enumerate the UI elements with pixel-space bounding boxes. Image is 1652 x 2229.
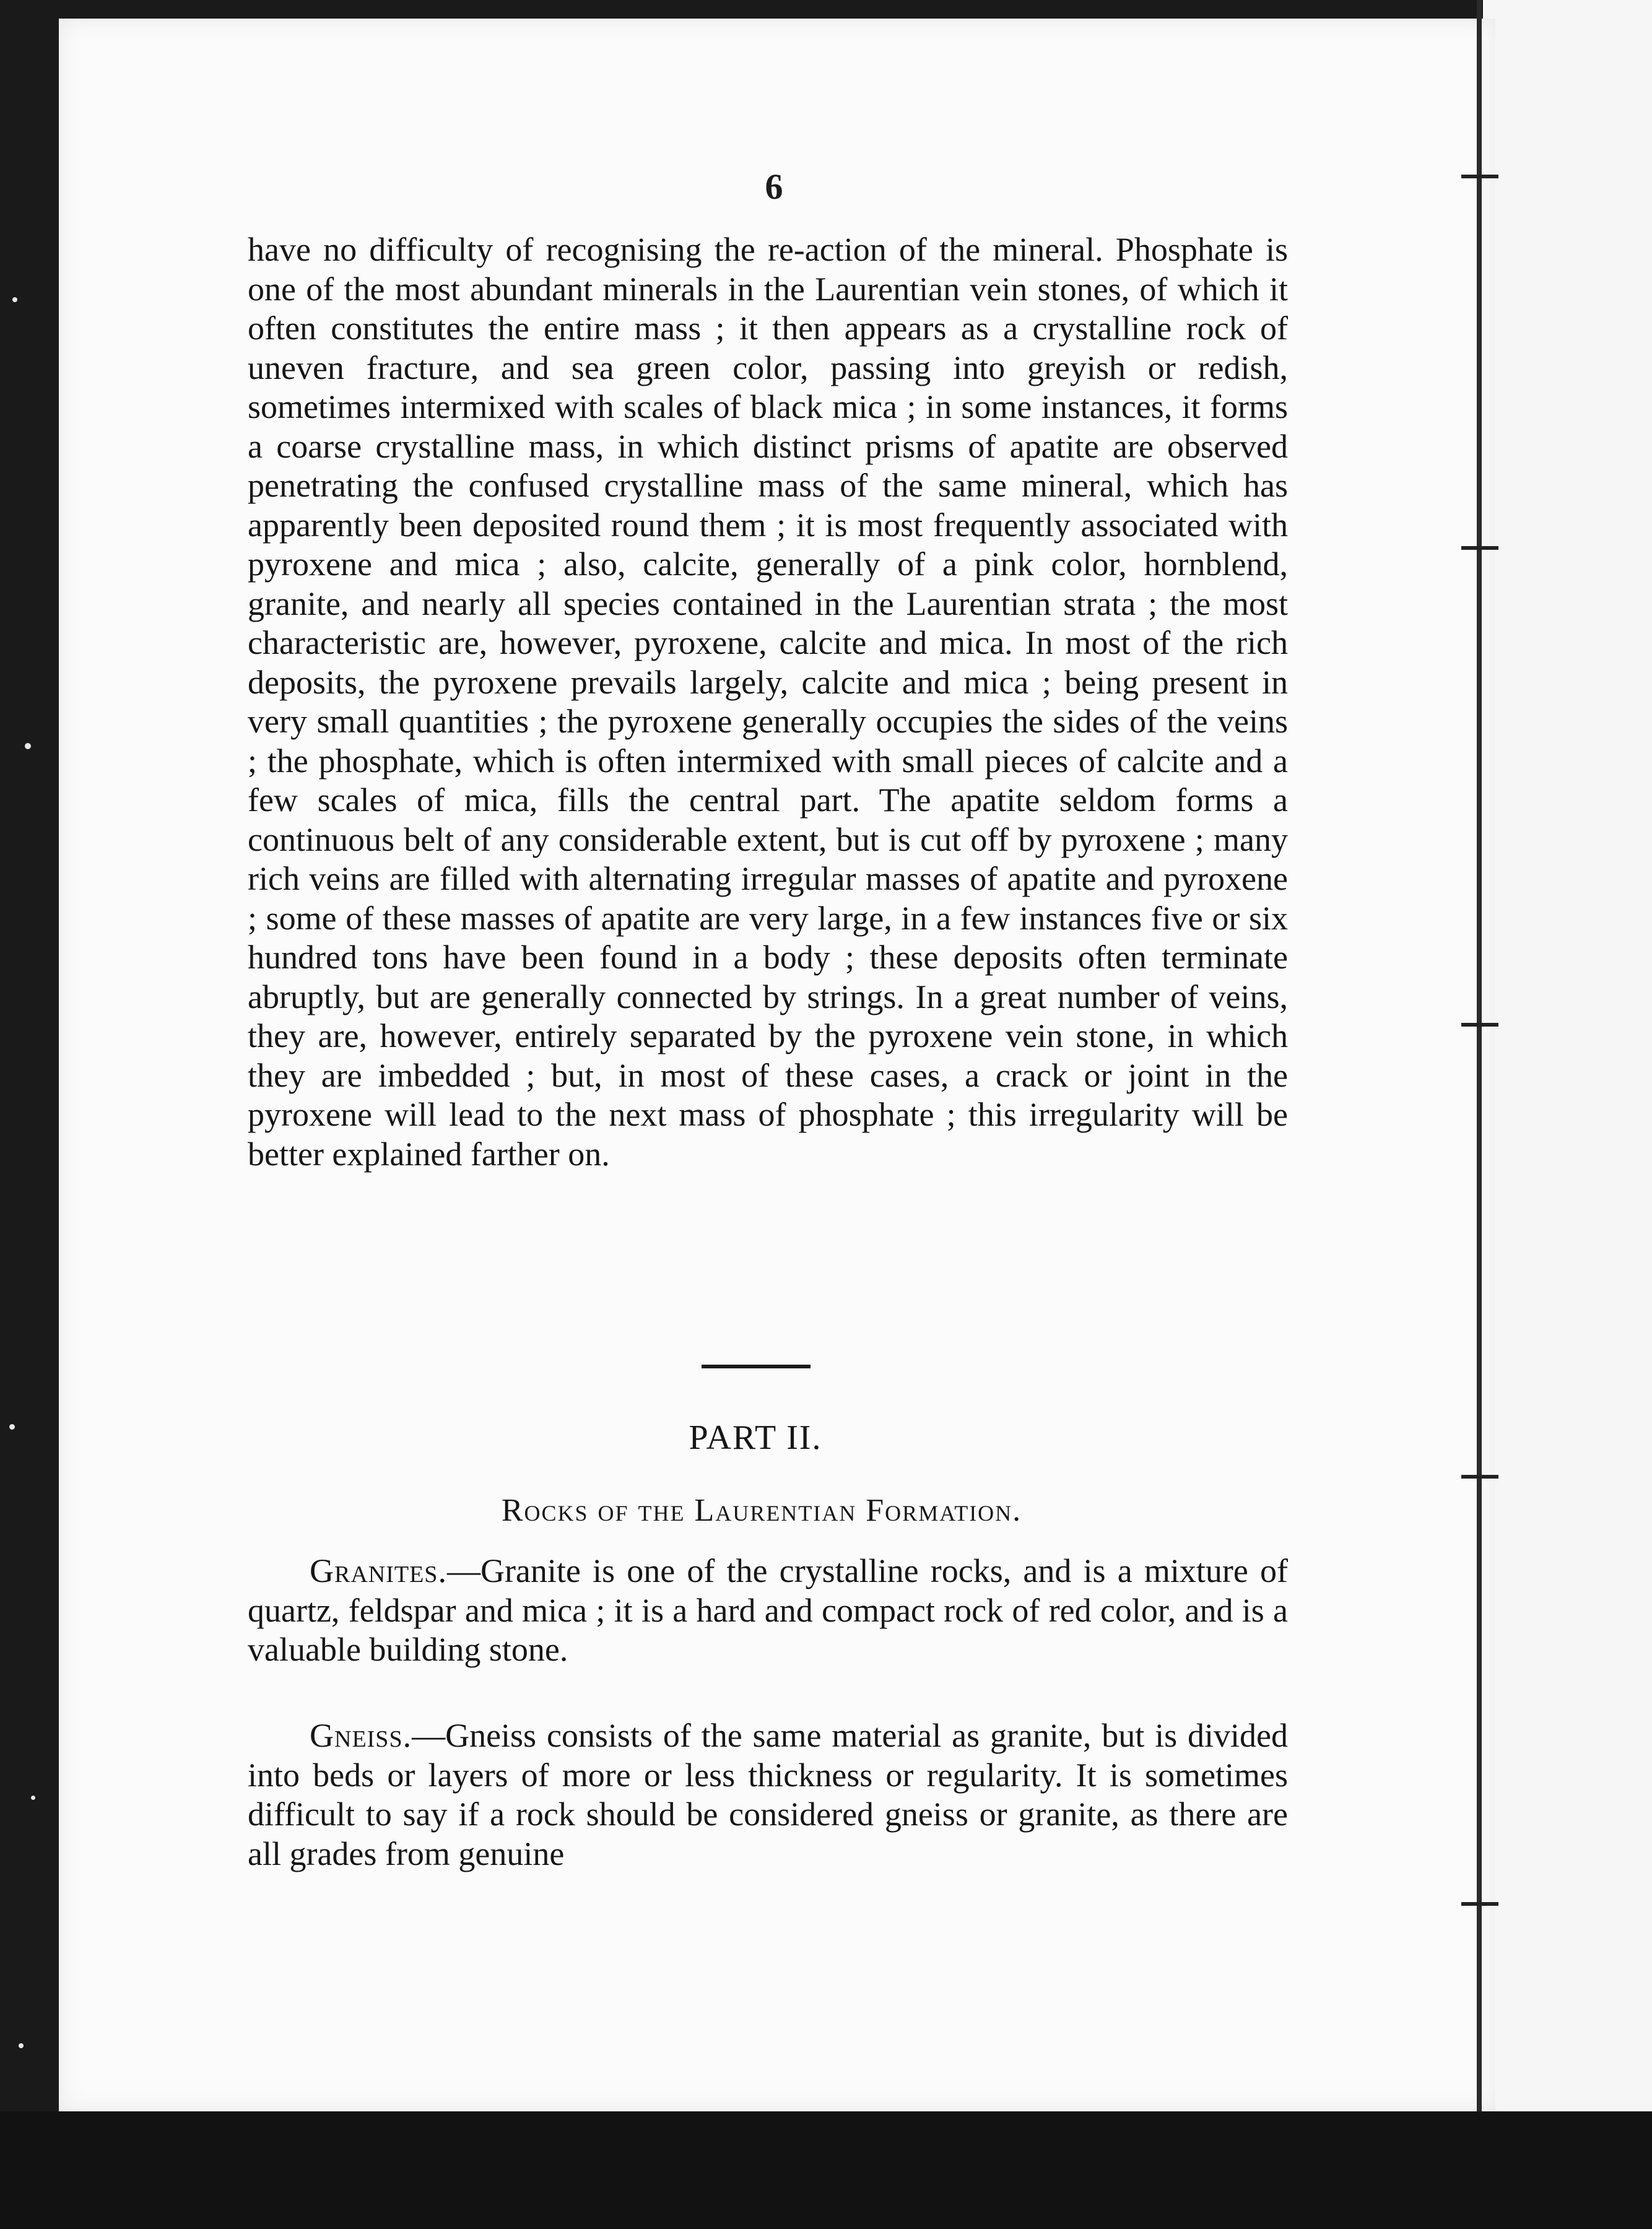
section-heading: Rocks of the Laurentian Formation.: [501, 1493, 1022, 1528]
scan-speck: [12, 297, 17, 302]
part-heading: PART II.: [689, 1419, 822, 1457]
granites-term: Granites.: [310, 1552, 447, 1589]
continued-paragraph: have no difficulty of recognising the re-action of the mineral. Phosphate is one of the most abundant minerals in the Laurentian vein stones, of which it often constitutes the entire mass ; it then appears as a crystalline rock of uneven fracture, and sea green color, passing into greyish or redish, sometimes intermixed with scales of black mica ; in some instances, it forms a coarse crystalline mass, in which distinct prisms of apatite are observed penetrating the confused crystalline mass of the same mineral, which has apparently been deposited round them ; it is most frequently associated with pyroxene and mica ; also, calcite, generally of a pink color, hornblend, granite, and nearly all species contained in the Laurentian strata ; the most characteristic are, however, pyroxene, calcite and mica. In most of the rich deposits, the pyroxene prevails largely, calcite and mica ; being present in very small quantities ; the pyroxene generally occupies the sides of the veins ; the phosphate, which is often intermixed with small pieces of calcite and a few scales of mica, fills the central part. The apatite seldom forms a continuous belt of any considerable extent, but is cut off by pyroxene ; many rich veins are filled with alternating irregular masses of apatite and pyroxene ; some of these masses of apatite are very large, in a few instances five or six hundred tons have been found in a body ; these deposits often terminate abruptly, but are generally connected by strings. In a great number of veins, they are, however, entirely separated by the pyroxene vein stone, in which they are imbedded ; but, in most of these cases, a crack or joint in the pyroxene will lead to the next mass of phosphate ; this irregularity will be better explained farther on.: [248, 231, 1288, 1173]
granites-text: —Granite is one of the crystalline rocks, and is a mixture of quartz, feldspar and mica ; it is a hard and compact rock of red color, and is a valuable building stone.: [248, 1552, 1288, 1668]
scan-speck: [25, 743, 31, 749]
binding-stitch: [1461, 175, 1498, 178]
scan-speck: [19, 2043, 24, 2048]
binding-stitch: [1461, 1023, 1498, 1027]
binding-stitch: [1461, 1475, 1498, 1479]
facing-page-edge: [1483, 0, 1652, 2118]
section-divider: [702, 1365, 811, 1368]
gneiss-term: Gneiss.: [310, 1717, 412, 1754]
binding-stitch: [1461, 1902, 1498, 1906]
scan-speck: [9, 1424, 15, 1430]
binding-spine: [1477, 0, 1482, 2130]
page-number: 6: [765, 167, 783, 207]
scan-speck: [31, 1796, 35, 1800]
granites-paragraph: [248, 1552, 1288, 1670]
gneiss-text: —Gneiss consists of the same material as granite, but is divided into beds or layers of more or less thickness or regularity. It is sometimes difficult to say if a rock should be considered gneiss or granite, as there are all grades from genuine: [248, 1717, 1288, 1872]
binding-stitch: [1461, 546, 1498, 550]
gneiss-paragraph: [248, 1716, 1288, 1874]
scan-border: [0, 2111, 1652, 2229]
